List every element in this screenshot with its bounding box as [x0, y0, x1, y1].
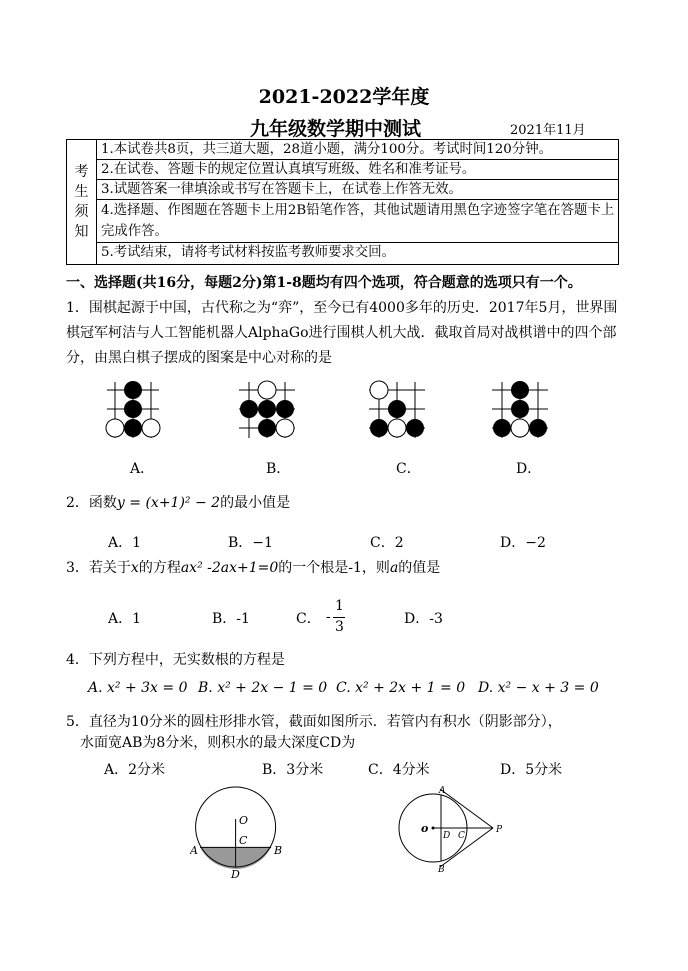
q1-option-a: A． — [130, 461, 155, 477]
q3-equation: ax² -2ax+1=0 — [180, 560, 279, 576]
q4-option-c: C. x² + 2x + 1 = 0 — [336, 680, 466, 696]
black-stone — [124, 400, 142, 418]
q2-text-after: 的最小值是 — [220, 495, 291, 511]
q5-option-d: D．5分米 — [500, 762, 563, 778]
white-stone — [276, 419, 294, 437]
pipe-cross-section-figure — [190, 780, 290, 880]
white-stone — [388, 419, 406, 437]
q3-var-x: x — [130, 560, 139, 576]
question-3-text — [66, 556, 626, 581]
notice-line-4: 4.选择题、作图题在答题卡上用2B铅笔作答，其他试题请用黑色字迹签字笔在答题卡上完成作答。 — [96, 200, 618, 243]
white-stone — [370, 381, 388, 399]
q4-option-d: D. x² − x + 3 = 0 — [478, 680, 599, 696]
notice-line-2: 2.在试卷、答题卡的规定位置认真填写班级、姓名和准考证号。 — [96, 160, 618, 180]
label-o: O — [239, 814, 249, 827]
q3-text-mid2: 的一个根是-1，则 — [278, 560, 390, 576]
black-stone — [493, 419, 511, 437]
label-a: A — [439, 786, 446, 796]
black-stone — [124, 381, 142, 399]
center-point — [432, 827, 435, 830]
q4-option-a: A. x² + 3x = 0 — [88, 680, 188, 696]
section-1-title: 一、选择题(共16分，每题2分)第1-8题均有四个选项，符合题意的选项只有一个。 — [66, 275, 582, 291]
go-figure-c — [367, 380, 427, 440]
q1-option-d: D． — [516, 461, 542, 477]
label-c: C — [239, 834, 248, 847]
black-stone — [124, 419, 142, 437]
q3-option-a: A．1 — [108, 611, 142, 627]
q3-option-c-sign: - — [326, 609, 331, 625]
white-stone — [106, 419, 124, 437]
black-stone — [370, 419, 388, 437]
q3-option-d: D．-3 — [404, 611, 443, 627]
go-figure-b — [237, 380, 297, 440]
exam-title: 九年级数学期中测试 — [250, 118, 422, 140]
question-5-line-2: 水面宽AB为8分米，则积水的最大深度CD为 — [80, 735, 356, 751]
black-stone — [258, 400, 276, 418]
go-figure-d — [490, 380, 550, 440]
notice-line-5: 5.考试结束，请将考试材料按监考教师要求交回。 — [101, 245, 395, 260]
exam-year-title: 2021-2022学年度 — [258, 86, 430, 108]
q5-option-b: B．3分米 — [262, 762, 324, 778]
label-b: B — [274, 844, 283, 857]
question-1-text: 1．围棋起源于中国，古代称之为“弈”，至今已有4000多年的历史．2017年5月，世界围棋冠军柯洁与人工智能机器人AlphaGo进行围棋人机大战．截取首局对战棋谱中的四个部分，由黑白棋子摆成的图案是中心对称的是 — [66, 300, 618, 366]
notice-box — [66, 139, 619, 265]
q3-option-c-numerator: 1 — [335, 598, 344, 614]
fraction-bar — [333, 617, 345, 618]
q2-option-b: B．−1 — [228, 535, 273, 551]
q4-option-b: B. x² + 2x − 1 = 0 — [198, 680, 328, 696]
q1-option-b: B． — [266, 461, 291, 477]
black-stone — [511, 381, 529, 399]
q1-option-c: C． — [396, 461, 421, 477]
q3-text-mid: 的方程 — [138, 560, 181, 576]
q3-option-c-fraction — [326, 598, 346, 638]
question-2-text — [66, 491, 626, 516]
notice-line-3: 3.试题答案一律填涂或书写在答题卡上，在试卷上作答无效。 — [96, 180, 618, 200]
q2-option-c: C．2 — [370, 535, 404, 551]
label-d: D — [231, 868, 240, 880]
label-c: C — [458, 831, 465, 841]
q5-option-c: C．4分米 — [368, 762, 430, 778]
label-p: P — [496, 825, 503, 835]
question-5-line-1: 5．直径为10分米的圆柱形排水管，截面如图所示．若管内有积水（阴影部分）， — [66, 714, 562, 730]
black-stone — [258, 419, 276, 437]
black-stone — [240, 400, 258, 418]
black-stone — [511, 400, 529, 418]
label-o: o — [421, 822, 429, 835]
q3-text-after: 的值是 — [398, 560, 441, 576]
q3-option-c-denominator: 3 — [335, 619, 344, 635]
notice-label-char: 考 — [74, 164, 89, 180]
q3-var-a: a — [389, 560, 399, 576]
notice-label-char: 须 — [74, 204, 89, 220]
black-stone — [276, 400, 294, 418]
question-4-text: 4．下列方程中，无实数根的方程是 — [66, 652, 285, 668]
white-stone — [142, 419, 160, 437]
notice-label-char: 生 — [74, 184, 89, 200]
q3-text-before: 3．若关于 — [66, 560, 131, 576]
notice-lines — [96, 140, 618, 264]
notice-label — [67, 140, 97, 264]
black-stone — [529, 419, 547, 437]
q2-option-d: D．−2 — [500, 535, 546, 551]
black-stone — [388, 400, 406, 418]
label-d: D — [443, 831, 451, 841]
q5-option-a: A．2分米 — [104, 762, 166, 778]
go-figure-a — [105, 380, 161, 440]
label-a: A — [190, 844, 198, 857]
label-b: B — [438, 865, 445, 874]
tangent-lines-figure — [380, 782, 510, 874]
q3-option-b: B．-1 — [212, 611, 250, 627]
notice-line-1: 1.本试卷共8页，共三道大题，28道小题，满分100分。考试时间120分钟。 — [96, 140, 618, 160]
q3-option-c: C． — [296, 611, 321, 627]
q2-text-before: 2．函数 — [66, 495, 117, 511]
notice-label-char: 知 — [74, 224, 89, 240]
q2-formula: y = (x+1)² − 2 — [116, 495, 221, 511]
black-stone — [406, 419, 424, 437]
white-stone — [511, 419, 529, 437]
q2-option-a: A．1 — [108, 535, 142, 551]
white-stone — [258, 381, 276, 399]
exam-date: 2021年11月 — [510, 123, 586, 138]
